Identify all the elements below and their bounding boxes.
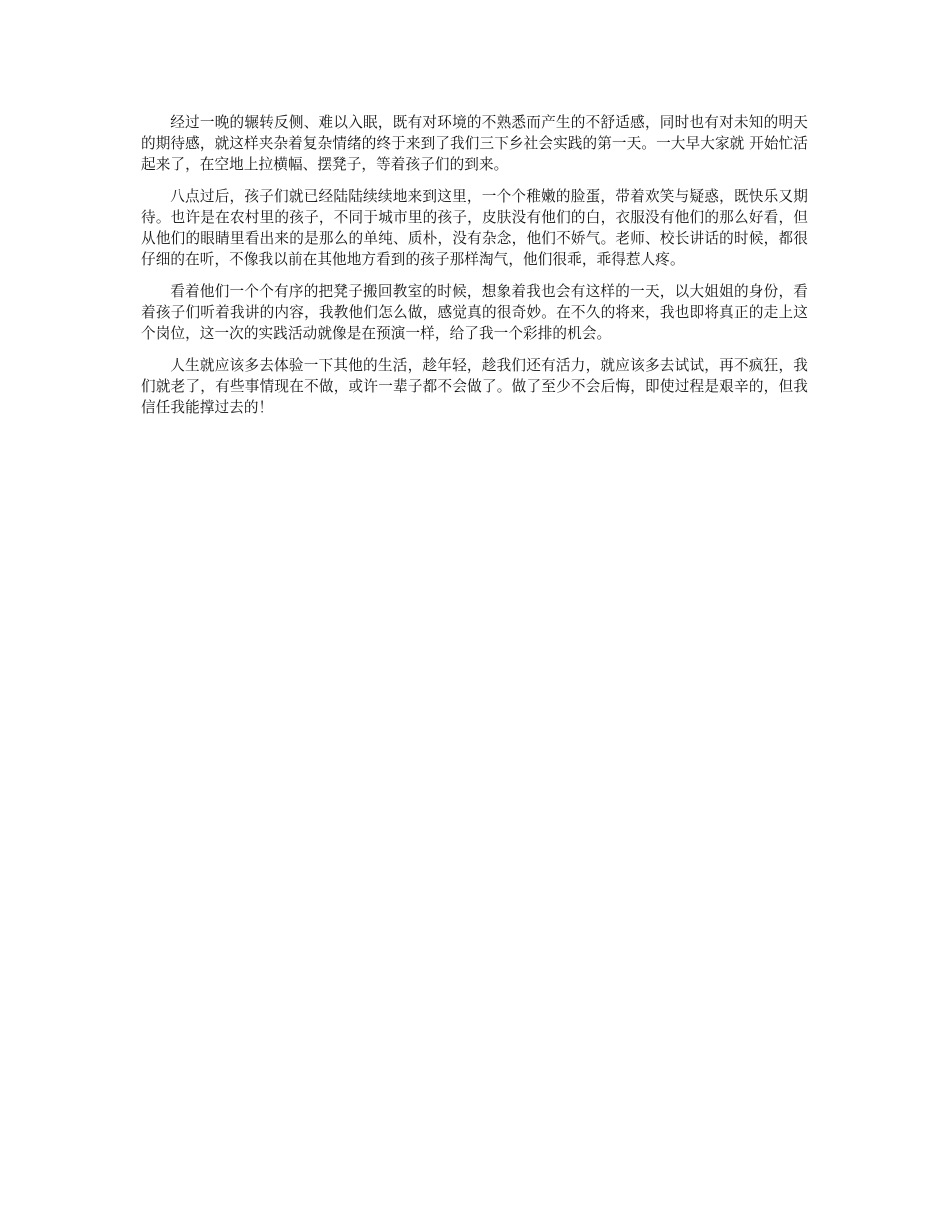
document-body (141, 112, 808, 429)
paragraph-1: 经过一晚的辗转反侧、难以入眠，既有对环境的不熟悉而产生的不舒适感，同时也有对未知的明天的期待感，就这样夹杂着复杂情绪的终于来到了我们三下乡社会实践的第一天。一大早大家就 开始忙活起来了，在空地上拉横幅、摆凳子，等着孩子们的到来。 (141, 114, 808, 173)
paragraph-4: 人生就应该多去体验一下其他的生活，趁年轻，趁我们还有活力，就应该多去试试，再不疯狂，我们就老了，有些事情现在不做，或许一辈子都不会做了。做了至少不会后悔，即使过程是艰辛的，但我信任我能撑过去的！ (141, 357, 808, 416)
paragraph-3: 看着他们一个个有序的把凳子搬回教室的时候，想象着我也会有这样的一天，以大姐姐的身份，看着孩子们听着我讲的内容，我教他们怎么做，感觉真的很奇妙。在不久的将来，我也即将真正的走上这个岗位，这一次的实践活动就像是在预演一样，给了我一个彩排的机会。 (141, 283, 808, 342)
paragraph-2: 八点过后，孩子们就已经陆陆续续地来到这里，一个个稚嫩的脸蛋，带着欢笑与疑惑，既快乐又期待。也许是在农村里的孩子，不同于城市里的孩子，皮肤没有他们的白，衣服没有他们的那么好看，但从他们的眼睛里看出来的是那么的单纯、质朴，没有杂念，他们不娇气。老师、校长讲话的时候，都很仔细的在听，不像我以前在其他地方看到的孩子那样淘气，他们很乖，乖得惹人疼。 (141, 188, 808, 268)
